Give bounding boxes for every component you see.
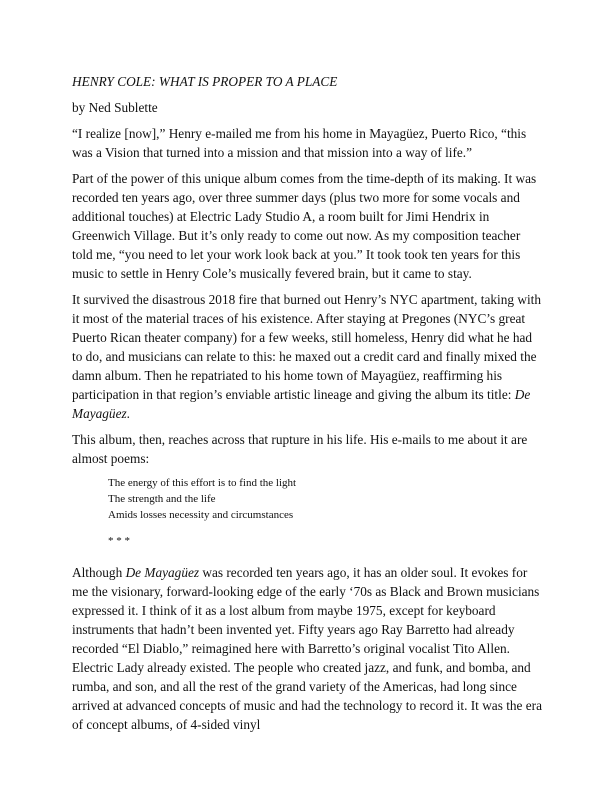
paragraph-2: Part of the power of this unique album comes from the time-depth of its making. It was recorded ten years ago, over three summer days (plus two more for some vocals and additional touches) at Electric Lady Studio A, a room built for Jimi Hendrix in Greenwich Village. But it’s only ready to come out now. As my composition teacher told me, “you need to let your work look back at you.” It took took ten years for this music to settle in Henry Cole’s musically fevered brain, but it came to stay.	[72, 171, 537, 281]
byline: by Ned Sublette	[72, 100, 158, 115]
poem-line: The energy of this effort is to find the light	[108, 477, 297, 489]
article-body	[72, 72, 542, 741]
paragraph-5	[72, 563, 542, 734]
paragraph-3-end: .	[126, 406, 130, 421]
section-separator: * * *	[108, 535, 130, 547]
paragraph-4: This album, then, reaches across that rupture in his life. His e-mails to me about it are almost poems:	[72, 432, 528, 466]
poem-quote	[108, 475, 542, 523]
album-title: De Mayagüez	[72, 387, 531, 421]
paragraph-5-start: Although	[72, 565, 126, 580]
article-title: HENRY COLE: WHAT IS PROPER TO A PLACE	[72, 74, 338, 89]
poem-line: The strength and the life	[108, 493, 216, 505]
paragraph-1: “I realize [now],” Henry e-mailed me from his home in Mayagüez, Puerto Rico, “this was a Vision that turned into a mission and that mission into a way of life.”	[72, 126, 527, 160]
paragraph-3-text: It survived the disastrous 2018 fire that burned out Henry’s NYC apartment, taking with it most of the material traces of his existence. After staying at Pregones (NYC’s great Puerto Rican theater company) for a few weeks, still homeless, Henry did what he had to do, and musicians can relate to this: he maxed out a credit card and finally mixed the damn album. Then he repatriated to his home town of Mayagüez, reaffirming his participation in that region’s enviable artistic lineage and giving the album its title:	[72, 292, 541, 402]
paragraph-5-rest: was recorded ten years ago, it has an older soul. It evokes for me the visionary, forward-looking edge of the early ‘70s as Black and Brown musicians expressed it. I think of it as a lost album from maybe 1975, except for keyboard instruments that hadn’t been invented yet. Fifty years ago Ray Barretto had already recorded “El Diablo,” reimagined here with Barretto’s original vocalist Tito Allen. Electric Lady already existed. The people who created jazz, and funk, and bomba, and rumba, and son, and all the rest of the grand variety of the Americas, had long since arrived at advanced concepts of music and had the technology to record it. It was the era of concept albums, of 4-sided vinyl	[72, 565, 543, 732]
poem-line: Amids losses necessity and circumstances	[108, 509, 294, 521]
paragraph-3	[72, 290, 542, 423]
album-title: De Mayagüez	[125, 565, 200, 580]
